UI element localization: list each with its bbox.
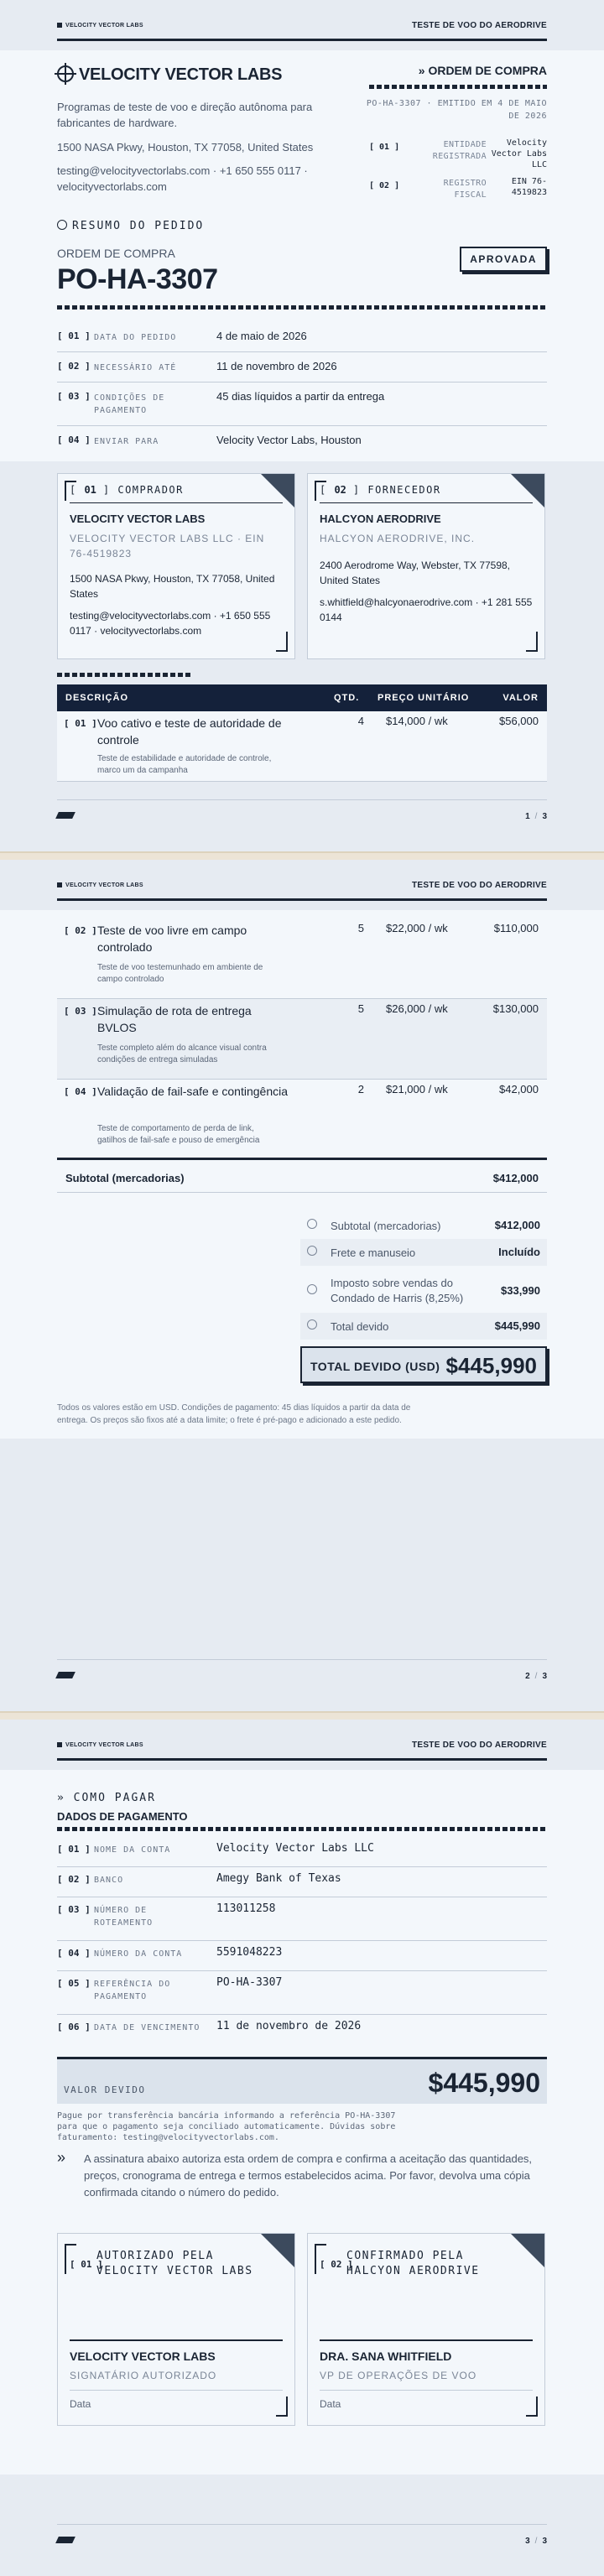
table-row: [ 04 ] Validação de fail-safe e contingência Teste de comportamento de perda de link, gatilhos de fail-safe e pouso de emergência 2 $21,000 / wk $42,000 bbox=[57, 1080, 547, 1160]
buyer-name: VELOCITY VECTOR LABS bbox=[70, 513, 206, 525]
target-icon bbox=[307, 1284, 317, 1294]
table-row: [ 01 ] Voo cativo e teste de autoridade de controle Teste de estabilidade e autoridade de controle, marco um da campanha 4 $14,000 / wk $56,000 bbox=[57, 711, 547, 782]
table-row: [ 03 ] Simulação de rota de entrega BVLOS Teste completo além do alcance visual contra condições de entrega simuladas 5 $26,000 / wk $130,000 bbox=[57, 999, 547, 1080]
chevron-right-icon: » bbox=[57, 2149, 63, 2166]
supplier-sub: HALCYON AERODRIVE, INC. bbox=[320, 533, 476, 544]
signature-line bbox=[70, 2339, 283, 2341]
page-1 bbox=[0, 0, 604, 851]
header-brand: VELOCITY VECTOR LABS bbox=[57, 23, 143, 29]
subtotal-label: Subtotal (mercadorias) bbox=[65, 1172, 185, 1184]
order-card-title: » ORDEM DE COMPRA bbox=[418, 64, 547, 77]
payment-row: [ 03 ] NÚMERO DE ROTEAMENTO 113011258 bbox=[57, 1897, 547, 1941]
supplier-card bbox=[307, 473, 545, 659]
signature-card-buyer: [ 01 ] AUTORIZADO PELA VELOCITY VECTOR LABS VELOCITY VECTOR LABS SIGNATÁRIO AUTORIZADO Data bbox=[57, 2233, 295, 2426]
chevron-right-icon: » bbox=[418, 64, 422, 77]
totals-row: Subtotal (mercadorias) $412,000 bbox=[300, 1212, 547, 1239]
fine-print: Todos os valores estão em USD. Condições de pagamento: 45 dias líquidos a partir da data de entrega. Os preços são fixos até a data limite; o frete é pré-pago e adicionado a este pedido. bbox=[57, 1403, 411, 1425]
page-number: 1 / 3 bbox=[525, 812, 547, 821]
summary-row: [ 04 ] ENVIAR PARA Velocity Vector Labs, Houston bbox=[57, 434, 362, 446]
summary-row: [ 02 ] NECESSÁRIO ATÉ 11 de novembro de 2026 bbox=[57, 352, 547, 382]
supplier-address: 2400 Aerodrome Way, Webster, TX 77598, United States bbox=[320, 559, 511, 586]
payment-row: [ 06 ] DATA DE VENCIMENTO 11 de novembro de 2026 bbox=[57, 2020, 362, 2032]
order-card-row: [ 02 ] REGISTRO FISCAL EIN 76-4519823 bbox=[369, 177, 547, 200]
summary-row: [ 03 ] CONDIÇÕES DE PAGAMENTO 45 dias líquidos a partir da entrega bbox=[57, 382, 547, 426]
payment-row: [ 05 ] REFERÊNCIA DO PAGAMENTO PO-HA-3307 bbox=[57, 1971, 547, 2015]
supplier-contact: s.whitfield@halcyonaerodrive.com · +1 281 555 0144 bbox=[320, 596, 533, 623]
company-tagline: Programas de teste de voo e direção autônoma para fabricantes de hardware. bbox=[57, 101, 313, 129]
payment-subheading: DADOS DE PAGAMENTO bbox=[57, 1810, 188, 1823]
po-dashbar bbox=[57, 305, 547, 310]
signature-line bbox=[320, 2339, 533, 2341]
target-icon bbox=[307, 1319, 317, 1330]
order-card-row: [ 01 ] ENTIDADE REGISTRADA Velocity Vector Labs LLC bbox=[369, 138, 547, 169]
payment-dashbar bbox=[57, 1827, 547, 1831]
status-badge: APROVADA bbox=[460, 247, 547, 272]
parties-section bbox=[0, 461, 604, 805]
totals-row: Total devido $445,990 bbox=[300, 1313, 547, 1340]
order-card-dashbar bbox=[369, 85, 547, 89]
circle-icon bbox=[57, 220, 67, 230]
signer-name: VELOCITY VECTOR LABS bbox=[70, 2350, 216, 2363]
page-2 bbox=[0, 860, 604, 1711]
header-title: TESTE DE VOO DO AERODRIVE bbox=[411, 21, 547, 30]
chevron-right-icon: » bbox=[57, 1792, 60, 1804]
payment-row: [ 02 ] BANCO Amegy Bank of Texas bbox=[57, 1867, 547, 1897]
buyer-card bbox=[57, 473, 295, 659]
target-icon bbox=[307, 1246, 317, 1256]
transfer-note: Pague por transferência bancária informando a referência PO-HA-3307 para que o pagamento seja conciliado automaticamente. Dúvidas sobre faturamento: testing@velocityvectorlabs.com. bbox=[57, 2111, 396, 2142]
summary-heading: RESUMO DO PEDIDO bbox=[57, 220, 204, 232]
total-due-value: $445,990 bbox=[445, 1353, 537, 1378]
page-footer bbox=[57, 799, 547, 821]
running-header bbox=[0, 0, 604, 50]
totals-row: Frete e manuseio Incluído bbox=[300, 1239, 547, 1266]
company-logo bbox=[57, 65, 282, 85]
buyer-heading: [ 01 ] COMPRADOR bbox=[70, 484, 184, 496]
payment-heading: » COMO PAGAR bbox=[57, 1792, 156, 1804]
buyer-contact: testing@velocityvectorlabs.com · +1 650 555 0117 · velocityvectorlabs.com bbox=[70, 610, 271, 637]
buyer-sub: VELOCITY VECTOR LABS LLC · EIN 76-4519823 bbox=[70, 533, 265, 559]
amount-due-label: VALOR DEVIDO bbox=[64, 2084, 146, 2095]
amount-due-box bbox=[57, 2057, 547, 2104]
signer-role: VP DE OPERAÇÕES DE VOO bbox=[320, 2370, 477, 2381]
order-card-meta: PO-HA-3307 · EMITIDO EM 4 DE MAIO DE 2026 bbox=[366, 99, 547, 121]
date-label: Data bbox=[70, 2398, 91, 2410]
page-footer: 3 / 3 bbox=[57, 2524, 547, 2541]
header-rule bbox=[57, 39, 547, 41]
total-due-box bbox=[300, 1346, 547, 1383]
running-header: VELOCITY VECTOR LABS TESTE DE VOO DO AERODRIVE bbox=[0, 1720, 604, 1770]
amount-due-value: $445,990 bbox=[428, 2068, 540, 2098]
date-label: Data bbox=[320, 2398, 341, 2410]
po-label: ORDEM DE COMPRA bbox=[57, 247, 175, 260]
company-address: 1500 NASA Pkwy, Houston, TX 77058, United States bbox=[57, 141, 314, 154]
buyer-address: 1500 NASA Pkwy, Houston, TX 77058, United States bbox=[70, 573, 275, 600]
authorization-text: A assinatura abaixo autoriza esta ordem de compra e confirma a aceitação das quantidades, preços, cronograma de entrega e termos estabelecidos acima. Por favor, devolva uma cópia confirmada citando o número do pedido. bbox=[84, 2152, 533, 2199]
table-header: DESCRIÇÃO QTD. PREÇO UNITÁRIO VALOR bbox=[57, 684, 547, 711]
signature-card-supplier: [ 02 ] CONFIRMADO PELA HALCYON AERODRIVE DRA. SANA WHITFIELD VP DE OPERAÇÕES DE VOO Data bbox=[307, 2233, 545, 2426]
payment-row: [ 01 ] NOME DA CONTA Velocity Vector Labs LLC bbox=[57, 1837, 547, 1867]
page-3 bbox=[0, 1720, 604, 2576]
table-row: [ 02 ] Teste de voo livre em campo controlado Teste de voo testemunhado em ambiente de campo controlado 5 $22,000 / wk $110,000 bbox=[57, 919, 547, 999]
signer-role: SIGNATÁRIO AUTORIZADO bbox=[70, 2370, 217, 2381]
company-contact: testing@velocityvectorlabs.com · +1 650 555 0117 · velocityvectorlabs.com bbox=[57, 164, 308, 193]
target-icon bbox=[307, 1219, 317, 1229]
totals-row: Imposto sobre vendas do Condado de Harris (8,25%) $33,990 bbox=[300, 1269, 547, 1313]
supplier-heading: [ 02 ] FORNECEDOR bbox=[320, 484, 441, 496]
total-due-label: TOTAL DEVIDO (USD) bbox=[310, 1360, 440, 1373]
company-name: VELOCITY VECTOR LABS bbox=[79, 65, 283, 84]
page-footer: 2 / 3 bbox=[57, 1659, 547, 1676]
crosshair-icon bbox=[57, 65, 74, 82]
running-header: VELOCITY VECTOR LABS TESTE DE VOO DO AERODRIVE bbox=[0, 860, 604, 910]
payment-row: [ 04 ] NÚMERO DA CONTA 5591048223 bbox=[57, 1941, 547, 1971]
supplier-name: HALCYON AERODRIVE bbox=[320, 513, 441, 525]
signer-name: DRA. SANA WHITFIELD bbox=[320, 2350, 452, 2363]
subtotal-value: $412,000 bbox=[492, 1172, 539, 1184]
footer-mark bbox=[55, 812, 76, 819]
summary-row: [ 01 ] DATA DO PEDIDO 4 de maio de 2026 bbox=[57, 322, 547, 352]
table-dashbar bbox=[57, 673, 191, 677]
po-number: PO-HA-3307 bbox=[57, 263, 218, 295]
